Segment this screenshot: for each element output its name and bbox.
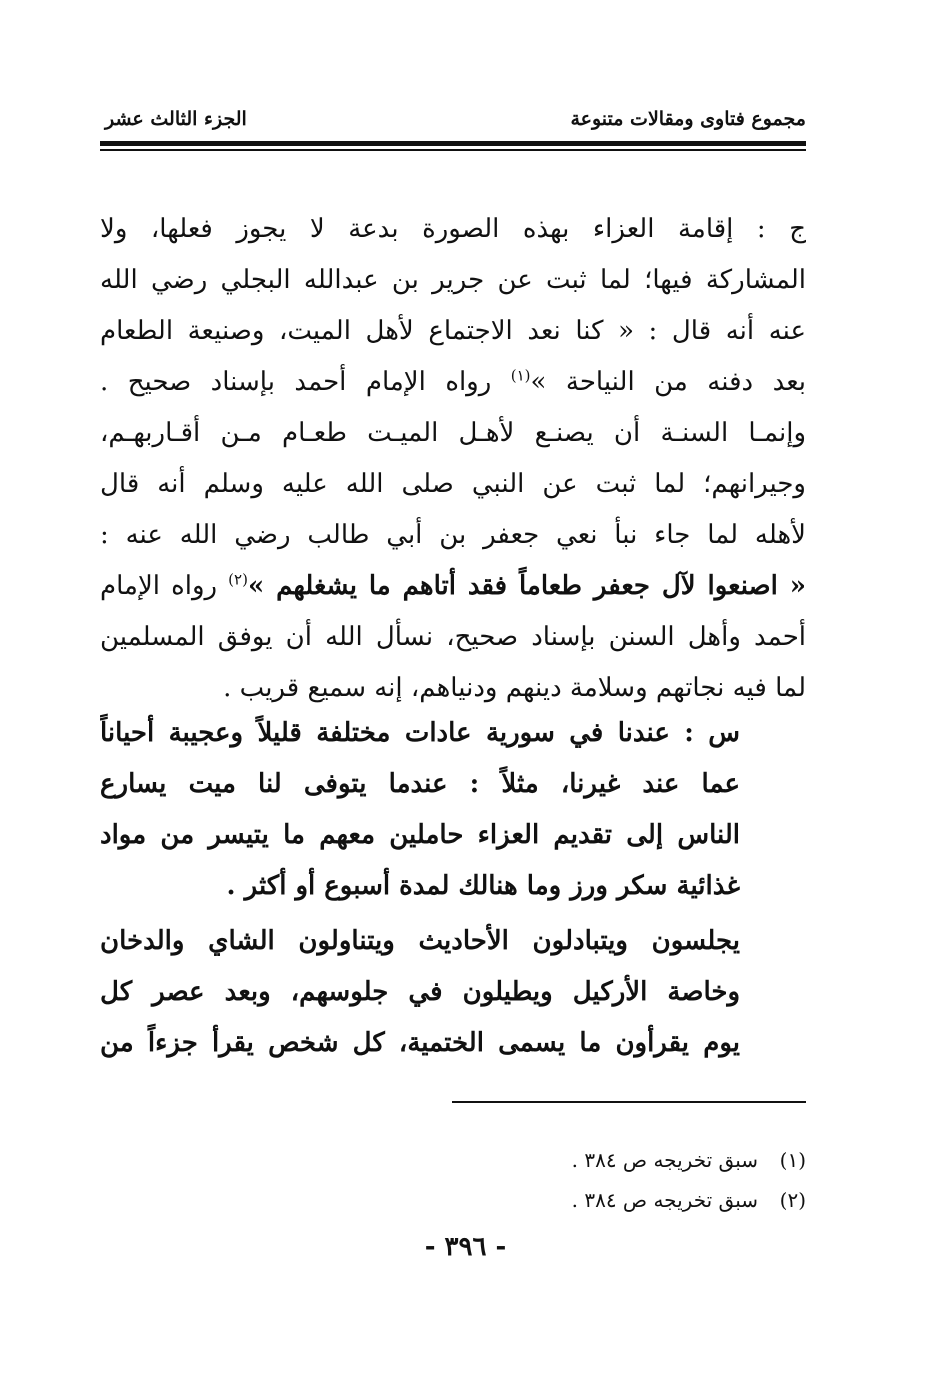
- footnote-text: سبق تخريجه ص ٣٨٤ .: [571, 1188, 758, 1212]
- answer-line: أحمد وأهل السنن بإسناد صحيح، نسأل الله أن يوفق المسلمين: [100, 622, 806, 652]
- volume-label: الجزء الثالث عشر: [105, 108, 247, 130]
- answer-line: لأهله لما جاء نبأ نعي جعفر بن أبي طالب رضي الله عنه :: [100, 520, 806, 550]
- answer-line-end: رواه الإمام أحمد بإسناد صحيح .: [100, 367, 492, 397]
- footnotes: [452, 1140, 806, 1220]
- answer-line-end: رواه الإمام: [100, 571, 218, 601]
- question-line: الناس إلى تقديم العزاء حاملين معهم ما يتيسر من مواد: [100, 820, 740, 850]
- question-line: عما عند غيرنا، مثلاً : عندما يتوفى لنا ميت يسارع: [100, 769, 740, 799]
- footnote: [452, 1180, 806, 1220]
- header-rule-thick: [100, 141, 806, 146]
- question-line: غذائية سكر ورز وما هنالك لمدة أسبوع أو أكثر .: [226, 871, 740, 901]
- footnote-rule: [452, 1101, 806, 1103]
- answer-line: وجيرانهم؛ لما ثبت عن النبي صلى الله عليه وسلم أنه قال: [100, 469, 806, 499]
- question-line: يوم يقرأون ما يسمى الختمية، كل شخص يقرأ جزءاً من: [100, 1028, 740, 1058]
- question-line: يجلسون ويتبادلون الأحاديث ويتناولون الشاي والدخان: [100, 926, 740, 956]
- footnote: [452, 1140, 806, 1180]
- answer-line: لما فيه نجاتهم وسلامة دينهم ودنياهم، إنه سميع قريب .: [223, 673, 806, 703]
- answer-line: عنه أنه قال : « كنا نعد الاجتماع لأهل الميت، وصنيعة الطعام: [100, 316, 806, 346]
- header-rule-thin: [100, 149, 806, 151]
- answer-paragraph: [100, 204, 806, 714]
- question-line: وخاصة الأركيل ويطيلون في جلوسهم، وبعد عصر كل: [100, 977, 740, 1007]
- hadith-quote: « اصنعوا لآل جعفر طعاماً فقد أتاهم ما يشغلهم »: [247, 571, 806, 601]
- answer-line: وإنمـا السنـة أن يصنـع لأهـل الميـت طعـام مـن أقـاربهـم،: [100, 418, 806, 448]
- footnote-number: (١): [779, 1148, 806, 1172]
- footnote-ref: (٢): [228, 570, 248, 589]
- answer-line: [100, 357, 806, 408]
- footnote-text: سبق تخريجه ص ٣٨٤ .: [571, 1148, 758, 1172]
- page-number: - ٣٩٦ -: [424, 1232, 507, 1262]
- answer-line: ج : إقامة العزاء بهذه الصورة بدعة لا يجوز فعلها، ولا: [100, 214, 806, 244]
- answer-line-start: بعد دفنه من النياحة »: [530, 367, 806, 397]
- question-continuation: [100, 916, 740, 1069]
- book-title: مجموع فتاوى ومقالات متنوعة: [570, 108, 806, 130]
- answer-line: [100, 561, 806, 612]
- page-header: [100, 108, 806, 136]
- question-line: س : عندنا في سورية عادات مختلفة قليلاً وعجيبة أحياناً: [100, 718, 740, 748]
- question-paragraph: [100, 708, 740, 912]
- answer-line: المشاركة فيها؛ لما ثبت عن جرير بن عبدالله البجلي رضي الله: [100, 265, 806, 295]
- footnote-ref: (١): [510, 366, 531, 385]
- footnote-number: (٢): [779, 1188, 806, 1212]
